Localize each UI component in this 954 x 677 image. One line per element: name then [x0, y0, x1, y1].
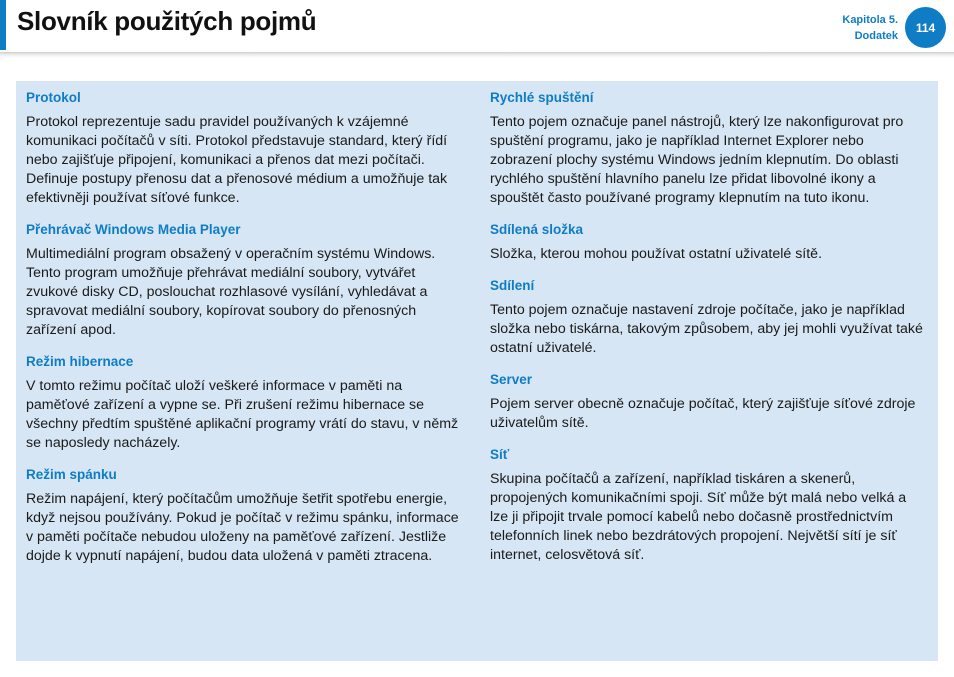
glossary-entry	[490, 89, 928, 208]
glossary-entry	[490, 221, 928, 264]
glossary-panel	[16, 81, 938, 661]
glossary-column-left	[26, 89, 462, 579]
glossary-entry	[26, 353, 462, 453]
glossary-definition: Tento pojem označuje panel nástrojů, který lze nakonfigurovat pro spuštění programu, jako je například Internet Explorer nebo zobrazení plochy systému Windows jedním klepnutím. Do oblasti rychlého spuštění hlavního panelu lze přidat libovolné ikony a spouštět často používané programy klepnutím na tuto ikonu.	[490, 114, 904, 206]
glossary-definition: Protokol reprezentuje sadu pravidel používaných k vzájemné komunikaci počítačů v síti. Protokol představuje standard, který řídí nebo zajišťuje připojení, komunikaci a přenos dat mezi počítači. Definuje postupy přenosu dat a přenosové médium a umožňuje tak efektivněji používat síťové funkce.	[26, 114, 448, 206]
glossary-term: Síť	[490, 447, 510, 462]
glossary-term: Přehrávač Windows Media Player	[26, 222, 241, 237]
glossary-entry	[26, 466, 462, 566]
glossary-term: Režim spánku	[26, 467, 117, 482]
glossary-definition: V tomto režimu počítač uloží veškeré informace v paměti na paměťové zařízení a vypne se. Při zrušení režimu hibernace se všechny předtím spuštěné aplikační programy vrátí do stavu, v němž se naposledy nacházely.	[26, 378, 459, 451]
glossary-term: Protokol	[26, 90, 81, 105]
glossary-column-right	[490, 89, 928, 578]
glossary-term: Sdílená složka	[490, 222, 584, 237]
glossary-definition: Tento pojem označuje nastavení zdroje počítače, jako je například složka nebo tiskárna, takovým způsobem, aby jej mohli využívat také ostatní uživatelé.	[490, 302, 923, 356]
glossary-definition: Multimediální program obsažený v operačním systému Windows. Tento program umožňuje přehrávat mediální soubory, vytvářet zvukové disky CD, poslouchat rozhlasové vysílání, vyhledávat a spravovat mediální soubory, kopírovat soubory do přenosných zařízení apod.	[26, 246, 436, 338]
glossary-definition: Skupina počítačů a zařízení, například tiskáren a skenerů, propojených komunikačními spoji. Síť může být malá nebo velká a lze ji připojit trvale pomocí kabelů nebo dočasně prostřednictvím telefonních linek nebo bezdrátových propojení. Největší sítí je síť internet, celosvětová síť.	[490, 471, 907, 563]
glossary-entry	[26, 89, 462, 208]
accent-bar	[0, 0, 6, 50]
glossary-definition: Složka, kterou mohou používat ostatní uživatelé sítě.	[490, 246, 823, 262]
page-header	[0, 0, 954, 62]
header-divider	[0, 52, 954, 58]
chapter-label	[842, 12, 898, 44]
chapter-name: Dodatek	[854, 30, 898, 42]
page-title: Slovník použitých pojmů	[17, 6, 317, 36]
page-number-badge: 114	[905, 7, 946, 48]
glossary-definition: Pojem server obecně označuje počítač, který zajišťuje síťové zdroje uživatelům sítě.	[490, 396, 916, 431]
glossary-entry	[490, 277, 928, 358]
glossary-term: Rychlé spuštění	[490, 90, 594, 105]
glossary-entry	[490, 371, 928, 433]
glossary-term: Server	[490, 372, 533, 387]
glossary-entry	[26, 221, 462, 340]
glossary-definition: Režim napájení, který počítačům umožňuje šetřit spotřebu energie, když nejsou používány. Pokud je počítač v režimu spánku, informace v paměti počítače nebudou uloženy na paměťové zařízení. Jestliže dojde k vypnutí napájení, budou data uložená v paměti ztracena.	[26, 491, 459, 564]
glossary-entry	[490, 446, 928, 565]
chapter-number: Kapitola 5.	[842, 14, 898, 26]
glossary-term: Režim hibernace	[26, 354, 134, 369]
glossary-term: Sdílení	[490, 278, 535, 293]
